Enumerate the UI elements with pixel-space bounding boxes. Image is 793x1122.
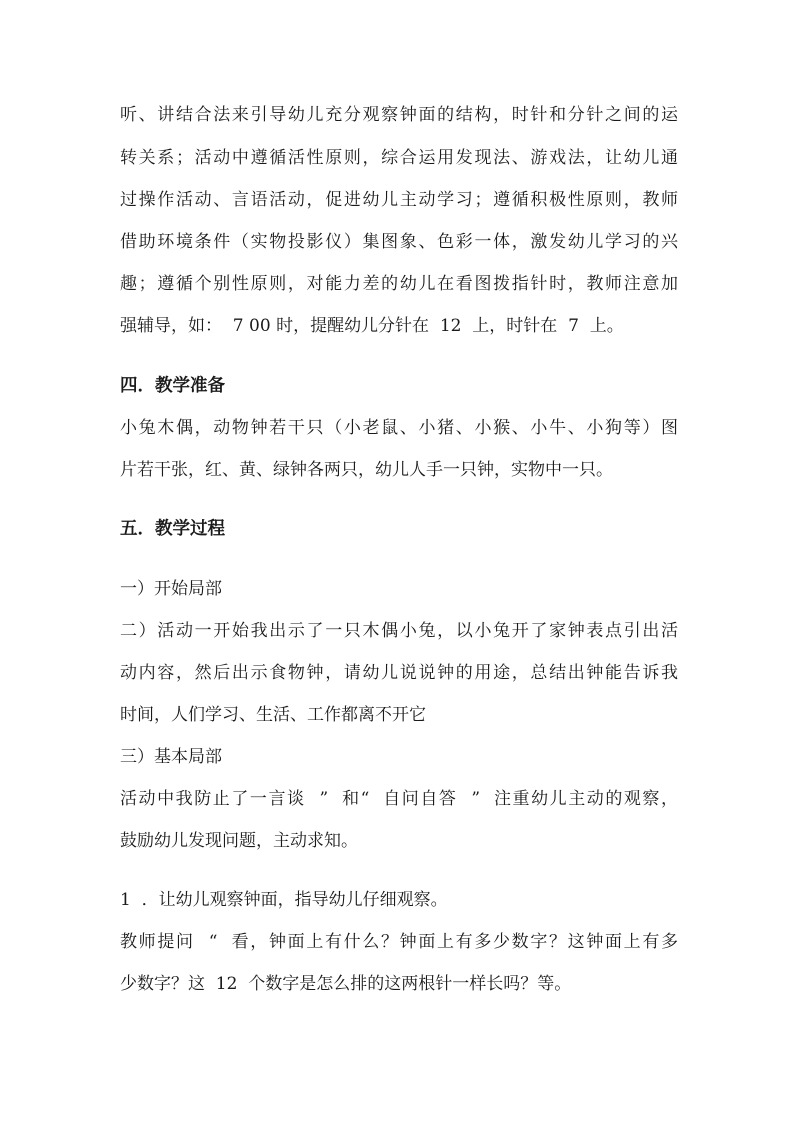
paragraph-line: 听、讲结合法来引导幼儿充分观察钟面的结构，时针和分针之间的运 [120,105,678,125]
paragraph-line: 鼓励幼儿发现问题，主动求知。 [120,831,358,851]
paragraph-line: 时间，人们学习、生活、工作都离不开它 [120,705,426,725]
paragraph-line: 过操作活动、言语活动，促进幼儿主动学习；遵循积极性原则，教师 [120,190,678,210]
list-item: 三）基本局部 [120,747,222,767]
paragraph-line: 转关系；活动中遵循活性原则，综合运用发现法、游戏法，让幼儿通 [120,148,678,168]
section-heading-5: 五．教学过程 [120,519,225,539]
paragraph-line: 活动中我防止了一言谈 ” 和“ 自问自答 ” 注重幼儿主动的观察， [120,789,678,809]
paragraph-line: 趣；遵循个别性原则，对能力差的幼儿在看图拨指针时，教师注意加 [120,274,678,294]
paragraph-line: 二）活动一开始我出示了一只木偶小兔，以小兔开了家钟表点引出活 [120,621,678,641]
paragraph-line: 小兔木偶，动物钟若干只（小老鼠、小猪、小猴、小牛、小狗等）图 [120,418,678,438]
paragraph-line: 片若干张，红、黄、绿钟各两只，幼儿人手一只钟，实物中一只。 [120,460,613,480]
paragraph-line: 强辅导，如： 7 00 时，提醒幼儿分针在 12 上，时针在 7 上。 [120,316,624,336]
section-heading-4: 四．教学准备 [120,376,225,396]
paragraph-line: 动内容，然后出示食物钟，请幼儿说说钟的用途，总结出钟能告诉我 [120,663,678,683]
list-item: 一）开始局部 [120,579,222,599]
step-item: 1 ．让幼儿观察钟面，指导幼儿仔细观察。 [120,890,448,910]
paragraph-line: 少数字？这 12 个数字是怎么排的这两根针一样长吗？等。 [120,974,572,994]
paragraph-line: 借助环境条件（实物投影仪）集图象、色彩一体，激发幼儿学习的兴 [120,232,678,252]
paragraph-line: 教师提问 “ 看，钟面上有什么？钟面上有多少数字？这钟面上有多 [120,932,678,952]
